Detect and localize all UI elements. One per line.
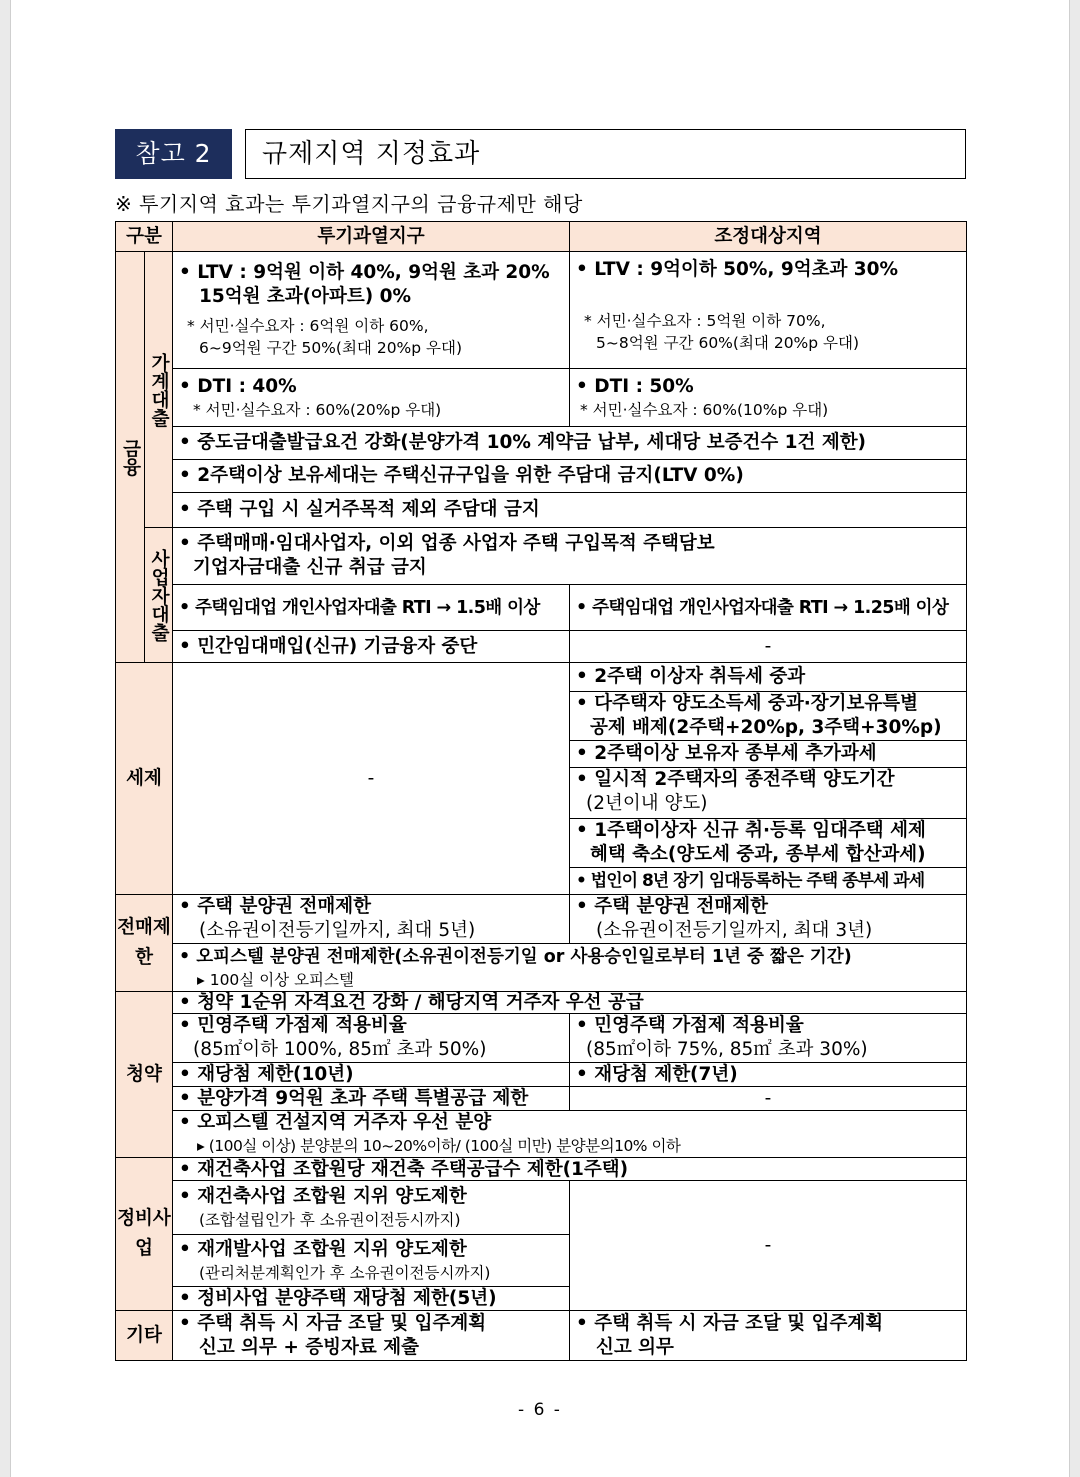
rti-adjusted: • 주택임대업 개인사업자대출 RTI → 1.25배 이상 (570, 585, 967, 631)
officetel-resale: • 오피스텔 분양권 전매제한(소유권이전등기일 or 사용승인일로부터 1년 중 짧은 기간) ▸ 100실 이상 오피스텔 (173, 944, 967, 992)
page-title: 규제지역 지정효과 (245, 129, 966, 179)
section-household-loan: 가계대출 (145, 252, 173, 528)
col-header-adjusted: 조정대상지역 (570, 222, 967, 252)
redevelopment-transfer-limit: • 재개발사업 조합원 지위 양도제한 (관리처분계획인가 후 소유권이전등시까지) (173, 1235, 570, 1287)
redevelopment-rewin-limit: • 정비사업 분양주택 재당첨 제한(5년) (173, 1287, 570, 1311)
resale-adjusted: • 주택 분양권 전매제한 (소유권이전등기일까지, 최대 3년) (570, 895, 967, 944)
section-subscription: 청약 (116, 992, 173, 1158)
rewin-adjusted: • 재당첨 제한(7년) (570, 1063, 967, 1087)
tax-speculative: - (173, 663, 570, 895)
section-redevelopment: 정비사업 (116, 1158, 173, 1311)
point-system-adjusted: • 민영주택 가점제 적용비율 (85㎡이하 75%, 85㎡ 초과 30%) (570, 1014, 967, 1063)
col-header-speculative: 투기과열지구 (173, 222, 570, 252)
ltv-adjusted: • LTV : 9억이하 50%, 9억초과 30% * 서민·실수요자 : 5억원 이하 70%, 5~8억원 구간 60%(최대 20%p 우대) (570, 252, 967, 369)
two-house-loan-ban: • 2주택이상 보유세대는 주택신규구입을 위한 주담대 금지(LTV 0%) (173, 460, 967, 493)
officetel-priority: • 오피스텔 건설지역 거주자 우선 분양 ▸ (100실 이상) 분양분의 10~20%이하/ (100실 미만) 분양분의10% 이하 (173, 1111, 967, 1158)
tax-item: • 1주택이상자 신규 취·등록 임대주택 세제 혜택 축소(양도세 중과, 종부세 합산과세) (570, 819, 966, 868)
rewin-speculative: • 재당첨 제한(10년) (173, 1063, 570, 1087)
special-supply-adjusted: - (570, 1087, 967, 1111)
reference-tag: 참고 2 (115, 129, 232, 179)
dti-adjusted: • DTI : 50% * 서민·실수요자 : 60%(10%p 우대) (570, 369, 967, 427)
redevelopment-adjusted: - (570, 1181, 967, 1311)
section-business-loan: 사업자대출 (145, 528, 173, 663)
tax-item: • 일시적 2주택자의 종전주택 양도기간 (2년이내 양도) (570, 768, 966, 819)
tax-item: • 2주택이상 보유자 종부세 추가과세 (570, 741, 966, 768)
section-tax: 세제 (116, 663, 173, 895)
midpayment-loan: • 중도금대출발급요건 강화(분양가격 10% 계약금 납부, 세대당 보증건수 1건 제한) (173, 427, 967, 460)
page-number: - 6 - (518, 1400, 562, 1420)
non-residence-loan-ban: • 주택 구입 시 실거주목적 제외 주담대 금지 (173, 493, 967, 528)
private-rental-fund-speculative: • 민간임대매입(신규) 기금융자 중단 (173, 631, 570, 663)
reconstruction-supply-limit: • 재건축사업 조합원당 재건축 주택공급수 제한(1주택) (173, 1158, 967, 1181)
resale-speculative: • 주택 분양권 전매제한 (소유권이전등기일까지, 최대 5년) (173, 895, 570, 944)
business-loan-ban: • 주택매매·임대사업자, 이외 업종 사업자 주택 구입목적 주택담보 기업자금대출 신규 취급 금지 (173, 528, 967, 585)
fund-report-speculative: • 주택 취득 시 자금 조달 및 입주계획 신고 의무 + 증빙자료 제출 (173, 1311, 570, 1361)
fund-report-adjusted: • 주택 취득 시 자금 조달 및 입주계획 신고 의무 (570, 1311, 967, 1361)
regulation-table (115, 221, 967, 1361)
first-priority: • 청약 1순위 자격요건 강화 / 해당지역 거주자 우선 공급 (173, 992, 967, 1014)
tax-item: • 다주택자 양도소득세 중과·장기보유특별 공제 배제(2주택+20%p, 3주택+30%p) (570, 692, 966, 741)
tax-item: • 법인이 8년 장기 임대등록하는 주택 종부세 과세 (576, 871, 925, 891)
ltv-speculative: • LTV : 9억원 이하 40%, 9억원 초과 20% 15억원 초과(아파트) 0% * 서민·실수요자 : 6억원 이하 60%, 6~9억원 구간 50%(최대 20%p 우대) (173, 252, 570, 369)
private-rental-fund-adjusted: - (570, 631, 967, 663)
point-system-speculative: • 민영주택 가점제 적용비율 (85㎡이하 100%, 85㎡ 초과 50%) (173, 1014, 570, 1063)
special-supply-speculative: • 분양가격 9억원 초과 주택 특별공급 제한 (173, 1087, 570, 1111)
section-finance: 금융 (116, 252, 145, 663)
top-note: ※ 투기지역 효과는 투기과열지구의 금융규제만 해당 (115, 192, 583, 216)
section-resale: 전매제한 (116, 895, 173, 992)
reconstruction-transfer-limit: • 재건축사업 조합원 지위 양도제한 (조합설립인가 후 소유권이전등시까지) (173, 1181, 570, 1235)
tax-adjusted (570, 663, 967, 895)
col-header-category: 구분 (116, 222, 173, 252)
dti-speculative: • DTI : 40% * 서민·실수요자 : 60%(20%p 우대) (173, 369, 570, 427)
tax-item: • 2주택 이상자 취득세 중과 (570, 663, 966, 692)
rti-speculative: • 주택임대업 개인사업자대출 RTI → 1.5배 이상 (173, 585, 570, 631)
section-etc: 기타 (116, 1311, 173, 1361)
